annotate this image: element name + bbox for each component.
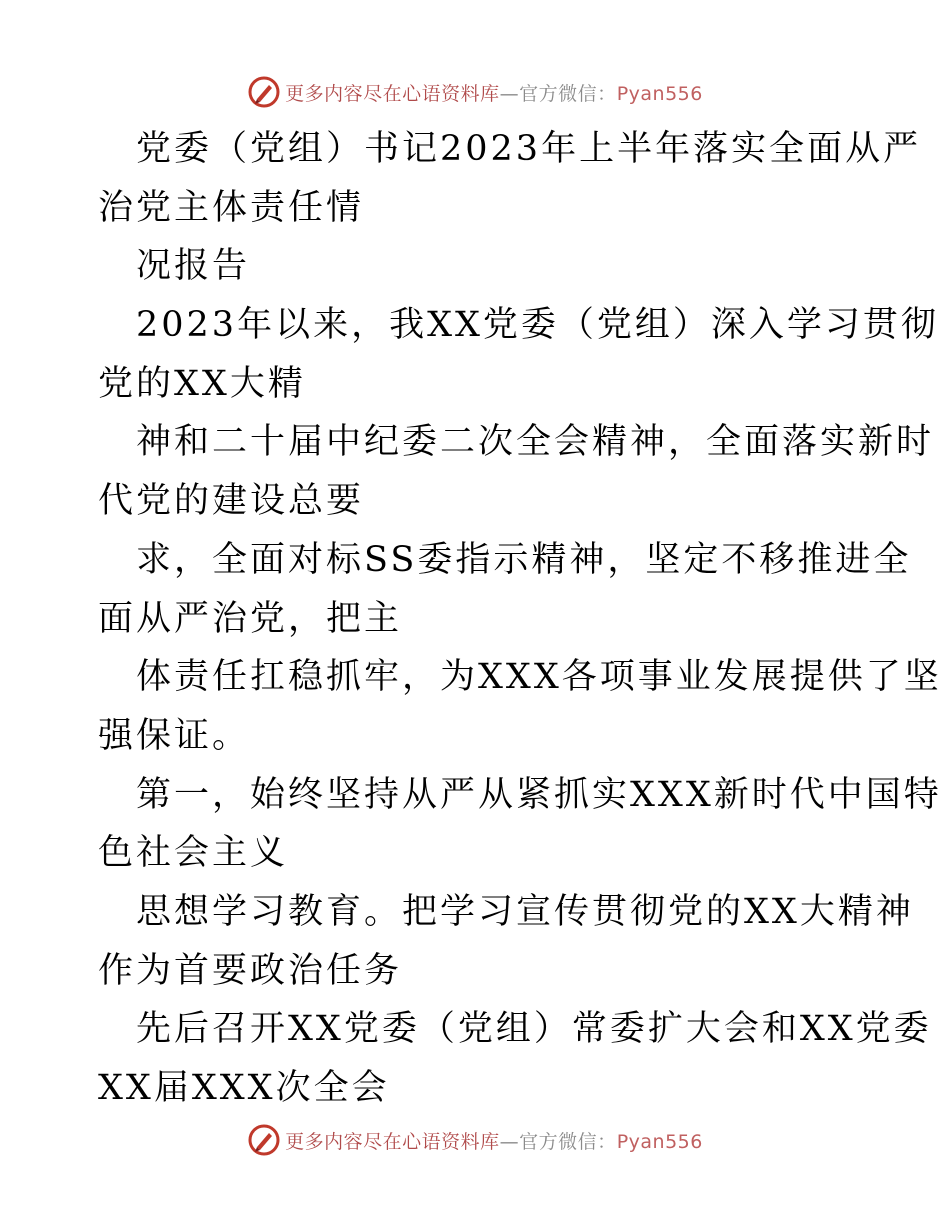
- text-line: 求，全面对标SS委指示精神，坚定不移推进全: [136, 539, 912, 580]
- text-line: 神和二十届中纪委二次全会精神，全面落实新时: [136, 422, 935, 463]
- text-line: 思想学习教育。把学习宣传贯彻党的XX大精神: [136, 891, 914, 932]
- text-line: 先后召开XX党委（党组）常委扩大会和XX党委: [136, 1009, 932, 1050]
- text-line: 作为首要政治任务: [98, 950, 403, 991]
- pen-logo-icon: [247, 1123, 281, 1157]
- text-line: XX届XXX次全会: [98, 1068, 390, 1108]
- watermark-text: 更多内容尽在心语资料库—官方微信：Pyan556: [285, 82, 703, 105]
- text-line: 治党主体责任情: [98, 187, 365, 228]
- text-line: 强保证。: [98, 715, 251, 756]
- text-line: 代党的建设总要: [98, 481, 365, 522]
- text-line: 色社会主义: [98, 833, 289, 874]
- document-body: [98, 120, 942, 1118]
- text-line: 况报告: [136, 246, 251, 287]
- pen-logo-icon: [247, 75, 281, 109]
- text-line: 2023年以来，我XX党委（党组）深入学习贯彻: [136, 305, 939, 346]
- text-line: 党委（党组）书记2023年上半年落实全面从严: [136, 129, 922, 169]
- watermark-text: 更多内容尽在心语资料库—官方微信：Pyan556: [285, 1130, 703, 1153]
- footer-watermark: [0, 1120, 950, 1160]
- header-watermark: [0, 72, 950, 112]
- text-line: 党的XX大精: [98, 363, 306, 404]
- text-line: 体责任扛稳抓牢，为XXX各项事业发展提供了坚: [136, 657, 942, 698]
- text-line: 第一，始终坚持从严从紧抓实XXX新时代中国特: [136, 774, 942, 815]
- text-line: 面从严治党，把主: [98, 598, 403, 639]
